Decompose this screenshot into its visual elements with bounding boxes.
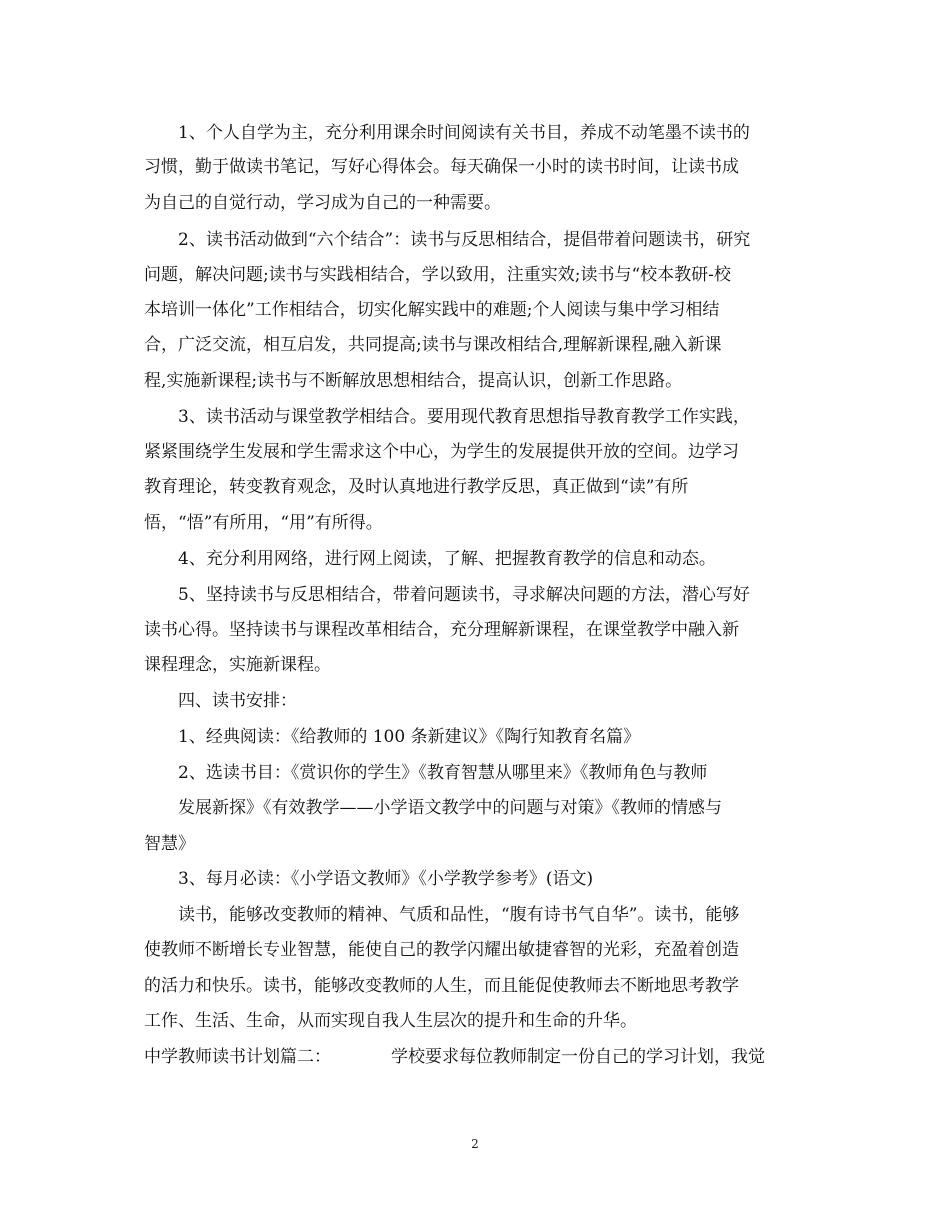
text-line: 的活力和快乐。读书，能够改变教师的人生，而且能促使教师去不断地思考教学 [144,976,739,996]
text-line: 3、读书活动与课堂教学相结合。要用现代教育思想指导教育教学工作实践， [178,407,750,427]
section-heading: 四、读书安排： [178,691,297,711]
text-line: 合，广泛交流，相互启发，共同提高;读书与课改相结合,理解新课程,融入新课 [144,335,722,355]
part-text: 学校要求每位教师制定一份自己的学习计划，我觉 [391,1047,765,1067]
text-line: 2、读书活动做到“六个结合”：读书与反思相结合，提倡带着问题读书，研究 [178,230,751,250]
text-line: 读书，能够改变教师的精神、气质和品性，“腹有诗书气自华”。读书，能够 [178,905,740,925]
text-line: 读书心得。坚持读书与课程改革相结合，充分理解新课程，在课堂教学中融入新 [144,620,739,640]
text-line: 1、个人自学为主，充分利用课余时间阅读有关书目，养成不动笔墨不读书的 [178,123,750,143]
reading-item: 3、每月必读：《小学语文教师》《小学教学参考》(语文) [178,869,594,889]
text-line: 4、充分利用网络，进行网上阅读，了解、把握教育教学的信息和动态。 [178,549,716,569]
text-line: 紧紧围绕学生发展和学生需求这个中心，为学生的发展提供开放的空间。边学习 [144,442,739,462]
text-line: 本培训一体化”工作相结合，切实化解实践中的难题;个人阅读与集中学习相结 [144,300,720,320]
text-line: 教育理论，转变教育观念，及时认真地进行教学反思，真正做到“读”有所 [144,477,689,497]
text-line: 问题，解决问题;读书与实践相结合，学以致用，注重实效;读书与“校本教研-校 [144,265,731,285]
text-line: 工作、生活、生命，从而实现自我人生层次的提升和生命的升华。 [144,1011,637,1031]
text-line: 5、坚持读书与反思相结合，带着问题读书，寻求解决问题的方法，潜心写好 [178,585,750,605]
text-line: 习惯，勤于做读书笔记，写好心得体会。每天确保一小时的读书时间，让读书成 [144,157,739,177]
reading-item: 2、选读书目：《赏识你的学生》《教育智慧从哪里来》《教师角色与教师 [178,763,708,783]
text-line: 悟，“悟”有所用，“用”有所得。 [144,513,383,533]
reading-item-continued: 智慧》 [144,834,195,854]
text-line [144,1045,804,1069]
text-line: 为自己的自觉行动，学习成为自己的一种需要。 [144,193,501,213]
part-label: 中学教师读书计划篇二： [144,1047,331,1067]
page-number: 2 [471,1137,479,1151]
text-line: 课程理念，实施新课程。 [144,655,331,675]
reading-item: 1、经典阅读：《给教师的 100 条新建议》《陶行知教育名篇》 [178,727,641,747]
text-line: 使教师不断增长专业智慧，能使自己的教学闪耀出敏捷睿智的光彩，充盈着创造 [144,940,739,960]
reading-item-continued: 发展新探》《有效教学——小学语文教学中的问题与对策》《教师的情感与 [178,798,722,818]
text-line: 程,实施新课程;读书与不断解放思想相结合，提高认识，创新工作思路。 [144,371,683,391]
